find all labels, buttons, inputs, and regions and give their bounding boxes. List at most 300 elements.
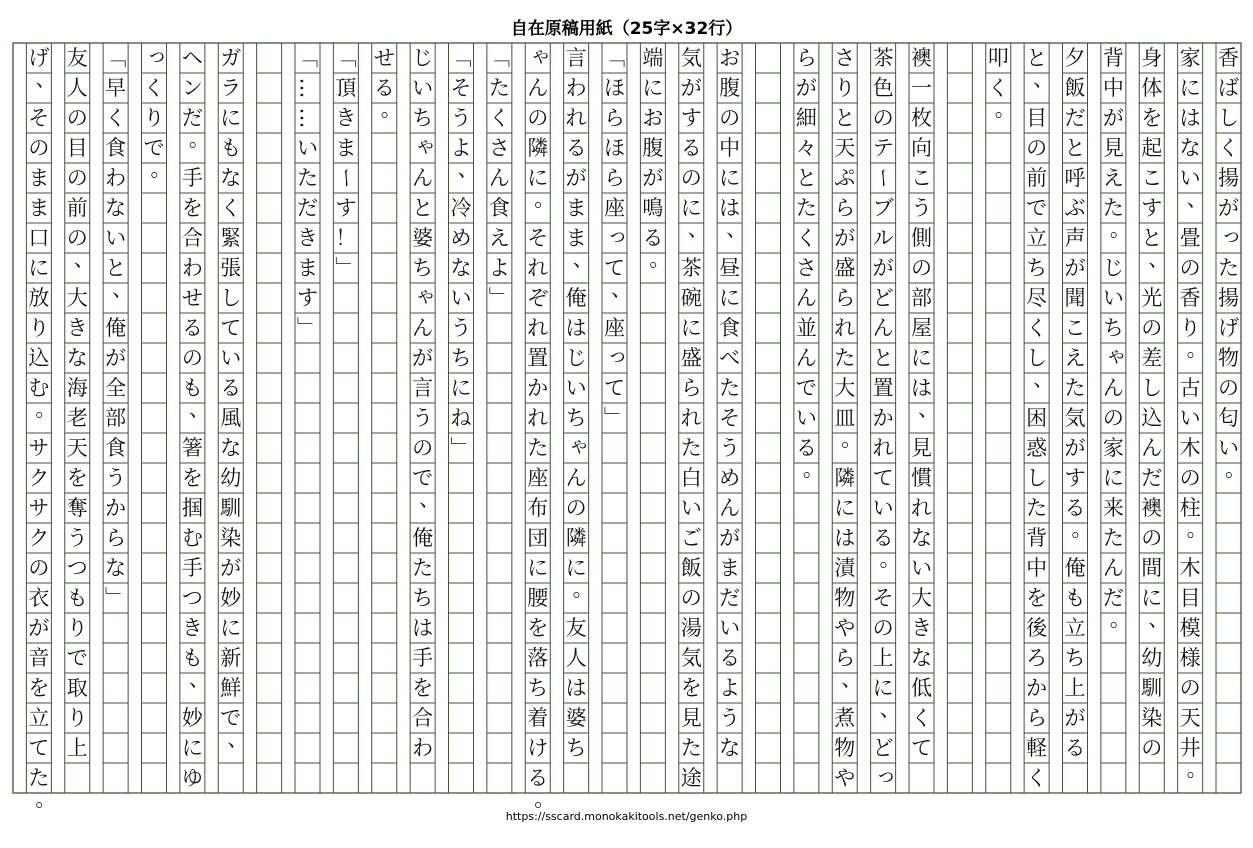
manuscript-char: わ (412, 736, 434, 760)
manuscript-char: ら (834, 286, 856, 310)
manuscript-char: 妙 (181, 706, 203, 730)
manuscript-char: う (719, 436, 741, 460)
manuscript-char: だ (181, 106, 203, 130)
manuscript-char: く (1218, 136, 1239, 160)
manuscript-char: 込 (1141, 406, 1163, 430)
manuscript-char: に (911, 346, 932, 370)
manuscript-char: き (335, 106, 357, 130)
manuscript-char: 俺 (1064, 556, 1086, 580)
manuscript-char: 言 (565, 46, 587, 70)
manuscript-char: ほ (604, 76, 625, 100)
manuscript-char: か (872, 406, 894, 430)
manuscript-char: く (1026, 316, 1048, 340)
manuscript-char: ら (1026, 706, 1048, 730)
manuscript-char: て (911, 736, 932, 760)
manuscript-char: く (1026, 766, 1048, 790)
manuscript-char: と (105, 256, 127, 280)
manuscript-char: 。 (1225, 457, 1246, 481)
manuscript-char: の (1141, 316, 1163, 340)
manuscript-char: 慣 (911, 466, 932, 490)
manuscript-char: と (1026, 46, 1048, 70)
manuscript-char: ん (1102, 376, 1124, 400)
footer-url[interactable]: https://sscard.monokakitools.net/genko.php (505, 810, 748, 823)
manuscript-char: 側 (911, 226, 932, 250)
manuscript-char: ち (565, 406, 587, 430)
manuscript-char: 、 (419, 487, 441, 511)
manuscript-char: 盛 (834, 256, 856, 280)
manuscript-char: え (488, 226, 510, 250)
manuscript-char: ま (297, 256, 318, 280)
manuscript-char: 放 (28, 286, 50, 310)
manuscript-char: い (220, 346, 242, 370)
manuscript-char: 手 (181, 166, 203, 190)
manuscript-char: 鮮 (220, 676, 242, 700)
manuscript-char: 馴 (220, 496, 242, 520)
manuscript-char: ﹁ (488, 46, 510, 70)
manuscript-char: 模 (1179, 616, 1201, 640)
manuscript-char: 碗 (680, 286, 702, 310)
manuscript-char: 飯 (680, 556, 702, 580)
manuscript-char: べ (719, 346, 741, 370)
manuscript-char: め (719, 466, 741, 490)
manuscript-char: に (834, 496, 856, 520)
manuscript-char: れ (680, 406, 702, 430)
manuscript-char: る (872, 526, 894, 550)
manuscript-char: ほ (604, 136, 625, 160)
manuscript-char: く (488, 106, 510, 130)
manuscript-char: 。 (534, 187, 556, 211)
manuscript-char: ん (795, 286, 817, 310)
manuscript-char: る (220, 376, 242, 400)
manuscript-char: 大 (911, 586, 932, 610)
manuscript-char: 起 (1141, 136, 1163, 160)
manuscript-char: ち (1064, 646, 1086, 670)
manuscript-char: た (488, 76, 510, 100)
manuscript-char: 天 (834, 136, 856, 160)
manuscript-char: に (565, 556, 587, 580)
manuscript-char: 友 (66, 46, 88, 70)
manuscript-char: 、 (879, 697, 901, 721)
manuscript-char: で (66, 646, 88, 670)
manuscript-char: お (719, 46, 741, 70)
manuscript-char: ぷ (834, 166, 856, 190)
manuscript-char: ん (1141, 436, 1163, 460)
manuscript-char: は (565, 316, 587, 340)
manuscript-char: り (834, 76, 856, 100)
manuscript-char: 様 (1179, 646, 1201, 670)
manuscript-char: い (565, 376, 587, 400)
manuscript-char: ん (412, 316, 434, 340)
manuscript-char: 大 (834, 376, 856, 400)
manuscript-char: 気 (1064, 406, 1086, 430)
manuscript-char: 妙 (220, 586, 242, 610)
manuscript-char: 食 (105, 136, 127, 160)
manuscript-char: ま (28, 196, 50, 220)
manuscript-char: せ (373, 46, 395, 70)
manuscript-char: 。 (1071, 517, 1093, 541)
manuscript-char: こ (911, 166, 932, 190)
manuscript-char: 隣 (834, 466, 856, 490)
manuscript-char: た (680, 436, 702, 460)
manuscript-char: の (1141, 526, 1163, 550)
manuscript-char: 中 (1026, 556, 1048, 580)
manuscript-char: を (181, 196, 203, 220)
manuscript-char: ち (450, 346, 472, 370)
manuscript-char: だ (1141, 466, 1163, 490)
manuscript-char: 物 (834, 736, 856, 760)
manuscript-char: 前 (1026, 166, 1048, 190)
manuscript-char: 盛 (680, 346, 702, 370)
manuscript-char: い (412, 76, 434, 100)
manuscript-char: 揚 (1218, 166, 1239, 190)
manuscript-char: 。 (1186, 757, 1208, 781)
manuscript-char: が (220, 556, 242, 580)
manuscript-char: 頂 (335, 76, 357, 100)
manuscript-char: も (66, 586, 88, 610)
manuscript-char: 見 (911, 436, 932, 460)
manuscript-char: ﹁ (604, 46, 625, 70)
manuscript-char: 、 (35, 67, 57, 91)
manuscript-char: は (834, 526, 856, 550)
manuscript-char: ま (719, 556, 741, 580)
manuscript-char: と (834, 106, 856, 130)
manuscript-char: い (1179, 406, 1201, 430)
manuscript-char: 、 (1033, 367, 1055, 391)
manuscript-char: 張 (220, 256, 242, 280)
manuscript-char: よ (488, 256, 510, 280)
manuscript-char: を (1026, 586, 1048, 610)
manuscript-char: 、 (1148, 247, 1170, 271)
manuscript-char: 昼 (719, 256, 741, 280)
manuscript-char: 座 (604, 316, 625, 340)
manuscript-char: に (1141, 586, 1163, 610)
manuscript-char: き (66, 316, 88, 340)
manuscript-char: も (181, 646, 203, 670)
manuscript-char: に (719, 286, 741, 310)
manuscript-char: う (911, 196, 932, 220)
manuscript-char: 。 (188, 127, 210, 151)
manuscript-char: そ (527, 226, 549, 250)
manuscript-char: な (105, 196, 127, 220)
manuscript-char: ら (680, 376, 702, 400)
manuscript-char: れ (565, 106, 587, 130)
manuscript-char: 、 (227, 727, 249, 751)
manuscript-char: な (911, 526, 932, 550)
manuscript-char: サ (28, 496, 50, 520)
manuscript-char: 気 (680, 646, 702, 670)
manuscript-char: て (604, 256, 625, 280)
manuscript-char: を (66, 466, 88, 490)
manuscript-char: 婆 (412, 226, 434, 250)
manuscript-char: を (1141, 106, 1163, 130)
manuscript-char: 全 (105, 376, 127, 400)
manuscript-char: 上 (66, 736, 88, 760)
manuscript-char: 白 (680, 466, 702, 490)
manuscript-char: て (872, 466, 894, 490)
manuscript-char: ﹁ (450, 46, 472, 70)
manuscript-char: … (295, 77, 320, 99)
manuscript-char: 。 (35, 397, 57, 421)
manuscript-char: う (412, 406, 434, 430)
manuscript-char: 柱 (1179, 496, 1201, 520)
manuscript-char: 。 (35, 787, 57, 811)
manuscript-char: 友 (565, 616, 587, 640)
manuscript-char: が (834, 226, 856, 250)
manuscript-char: 、 (188, 667, 210, 691)
manuscript-char: 叩 (987, 46, 1009, 70)
manuscript-char: の (872, 106, 894, 130)
manuscript-char: 幼 (220, 466, 242, 490)
manuscript-char: っ (1221, 223, 1242, 247)
manuscript-char: 家 (1179, 46, 1201, 70)
manuscript-char: め (450, 226, 472, 250)
manuscript-char: れ (834, 316, 856, 340)
manuscript-char: る (527, 766, 549, 790)
manuscript-char: す (297, 286, 318, 310)
manuscript-char: が (105, 346, 127, 370)
manuscript-char: が (28, 616, 50, 640)
manuscript-char: 。 (1186, 517, 1208, 541)
manuscript-char: つ (181, 586, 203, 610)
manuscript-char: ま (335, 136, 357, 160)
manuscript-char: 座 (604, 196, 625, 220)
manuscript-char: の (527, 106, 549, 130)
manuscript-char: る (642, 226, 664, 250)
manuscript-char: ち (565, 736, 587, 760)
manuscript-char: の (680, 166, 702, 190)
manuscript-char: 新 (220, 646, 242, 670)
manuscript-char: 。 (380, 97, 402, 121)
manuscript-char: ﹁ (335, 46, 357, 70)
manuscript-char: に (1179, 76, 1201, 100)
manuscript-char: ン (181, 76, 203, 100)
manuscript-char: 隣 (565, 526, 587, 550)
manuscript-char: す (680, 106, 702, 130)
manuscript-char: 揚 (1218, 286, 1239, 310)
manuscript-char: ち (527, 676, 549, 700)
manuscript-char: 俺 (105, 316, 127, 340)
manuscript-char: り (28, 316, 50, 340)
manuscript-char: ね (450, 406, 472, 430)
manuscript-char: の (28, 556, 50, 580)
manuscript-char: い (1102, 286, 1124, 310)
manuscript-char: ゃ (568, 433, 590, 457)
manuscript-char: た (1102, 196, 1124, 220)
manuscript-char: な (1179, 136, 1201, 160)
manuscript-char: ら (604, 166, 625, 190)
manuscript-char: に (680, 196, 702, 220)
page-title: 自在原稿用紙（25字×32行） (510, 19, 743, 39)
manuscript-char: こ (1141, 166, 1163, 190)
manuscript-char: を (28, 676, 50, 700)
manuscript-char: 合 (181, 226, 203, 250)
manuscript-char: で (795, 376, 817, 400)
manuscript-char: の (28, 136, 50, 160)
manuscript-char: る (565, 136, 587, 160)
manuscript-char: ら (604, 106, 625, 130)
manuscript-char: こ (1064, 316, 1086, 340)
manuscript-char: な (911, 646, 932, 670)
manuscript-char: 掴 (181, 496, 203, 520)
manuscript-char: に (719, 166, 741, 190)
manuscript-char: う (719, 706, 741, 730)
manuscript-char: や (834, 766, 856, 790)
manuscript-char: な (220, 436, 242, 460)
manuscript-char: 立 (28, 706, 50, 730)
manuscript-char: た (297, 166, 318, 190)
manuscript-char: ﹂ (297, 316, 318, 340)
manuscript-char: と (872, 346, 894, 370)
manuscript-char: 、 (918, 397, 939, 421)
manuscript-char: ー (871, 167, 896, 189)
manuscript-char: 襖 (1141, 496, 1163, 520)
manuscript-char: い (719, 616, 741, 640)
manuscript-char: 物 (1218, 346, 1239, 370)
manuscript-char: 腹 (642, 136, 664, 160)
manuscript-char: の (1026, 136, 1048, 160)
manuscript-char: の (1179, 256, 1201, 280)
manuscript-char: な (719, 736, 741, 760)
manuscript-char: ん (527, 76, 549, 100)
manuscript-char: し (220, 286, 242, 310)
manuscript-char: 体 (1141, 76, 1163, 100)
manuscript-char: の (911, 256, 932, 280)
manuscript-char: 匂 (1218, 406, 1239, 430)
manuscript-char: 、 (611, 277, 632, 301)
manuscript-char: 、 (687, 217, 709, 241)
manuscript-char: が (1102, 106, 1124, 130)
manuscript-char: ま (565, 226, 587, 250)
manuscript-char: む (28, 376, 50, 400)
manuscript-char: 衣 (28, 586, 50, 610)
manuscript-char: ん (719, 496, 741, 520)
manuscript-char: 上 (872, 646, 894, 670)
manuscript-char: 俺 (565, 286, 587, 310)
manuscript-char: た (834, 346, 856, 370)
manuscript-char: も (220, 136, 242, 160)
manuscript-char: 箸 (181, 436, 203, 460)
manuscript-char: た (527, 436, 549, 460)
manuscript-char: た (1026, 496, 1048, 520)
manuscript-char: 幼 (1141, 646, 1163, 670)
manuscript-char: じ (412, 46, 434, 70)
manuscript-char: 手 (181, 556, 203, 580)
manuscript-char: ﹂ (450, 436, 472, 460)
manuscript-char: ち (1102, 316, 1124, 340)
manuscript-char: 漬 (834, 556, 856, 580)
manuscript-char: き (911, 616, 932, 640)
manuscript-char: の (181, 346, 203, 370)
manuscript-char: の (680, 586, 702, 610)
manuscript-char: 、 (1186, 187, 1208, 211)
manuscript-char: ﹂ (105, 586, 127, 610)
manuscript-char: 古 (1179, 376, 1201, 400)
manuscript-char: ち (412, 586, 434, 610)
manuscript-char: 声 (1064, 226, 1086, 250)
manuscript-char: 。 (802, 457, 824, 481)
manuscript-char: っ (146, 43, 168, 67)
manuscript-char: 夕 (1064, 46, 1086, 70)
manuscript-char: 細 (795, 106, 817, 130)
manuscript-char: 家 (1102, 436, 1124, 460)
manuscript-char: そ (450, 76, 472, 100)
manuscript-char: は (565, 676, 587, 700)
manuscript-char: 気 (680, 46, 702, 70)
manuscript-char: そ (28, 106, 50, 130)
manuscript-char: げ (1218, 316, 1239, 340)
manuscript-char: ち (412, 106, 434, 130)
manuscript-char: ぶ (1064, 196, 1086, 220)
manuscript-char: 音 (28, 646, 50, 670)
manuscript-char: た (1218, 256, 1239, 280)
manuscript-char: に (642, 76, 664, 100)
manuscript-char: 大 (66, 286, 88, 310)
manuscript-char: 。 (150, 157, 172, 181)
manuscript-char: か (1026, 676, 1048, 700)
manuscript-char: の (66, 226, 88, 250)
manuscript-char: 惑 (1026, 436, 1048, 460)
manuscript-char: の (412, 436, 434, 460)
manuscript-char: が (565, 166, 587, 190)
manuscript-char: か (105, 496, 127, 520)
manuscript-char: 目 (1026, 106, 1048, 130)
manuscript-char: い (1218, 436, 1239, 460)
manuscript-char: 食 (719, 316, 741, 340)
manuscript-char: ゃ (530, 43, 552, 67)
manuscript-char: ゃ (415, 283, 437, 307)
manuscript-char: ブ (872, 196, 894, 220)
manuscript-char: 背 (1102, 46, 1124, 70)
manuscript-char: っ (875, 763, 897, 787)
manuscript-char: 背 (1026, 526, 1048, 550)
manuscript-char: 。 (879, 547, 901, 571)
manuscript-char: 部 (911, 286, 932, 310)
manuscript-char: ち (1026, 256, 1048, 280)
manuscript-char: の (1218, 376, 1239, 400)
manuscript-char: り (143, 106, 165, 130)
manuscript-char: な (105, 556, 127, 580)
manuscript-char: た (412, 556, 434, 580)
manuscript-char: さ (795, 256, 817, 280)
manuscript-char: 人 (565, 646, 587, 670)
manuscript-char: ら (795, 46, 817, 70)
manuscript-char: け (527, 736, 549, 760)
manuscript-char: す (335, 196, 357, 220)
manuscript-char: い (911, 556, 932, 580)
manuscript-char: ！ (335, 226, 357, 250)
manuscript-char: て (28, 736, 50, 760)
manuscript-char: 合 (412, 706, 434, 730)
manuscript-char: 飯 (1064, 76, 1086, 100)
manuscript-char: ん (412, 166, 434, 190)
manuscript-char: ク (28, 526, 50, 550)
manuscript-char: 食 (105, 436, 127, 460)
manuscript-char: く (795, 226, 817, 250)
manuscript-char: 。 (1109, 217, 1131, 241)
manuscript-char: す (1141, 196, 1163, 220)
manuscript-char: む (181, 526, 203, 550)
manuscript-char: の (1141, 736, 1163, 760)
manuscript-char: 口 (28, 226, 50, 250)
manuscript-char: つ (66, 556, 88, 580)
manuscript-char: 俺 (412, 526, 434, 550)
manuscript-char: が (872, 256, 894, 280)
manuscript-char: わ (565, 76, 587, 100)
manuscript-char: は (412, 616, 434, 640)
manuscript-char: 、 (188, 397, 210, 421)
manuscript-char: に (181, 736, 203, 760)
manuscript-char: に (220, 106, 242, 130)
